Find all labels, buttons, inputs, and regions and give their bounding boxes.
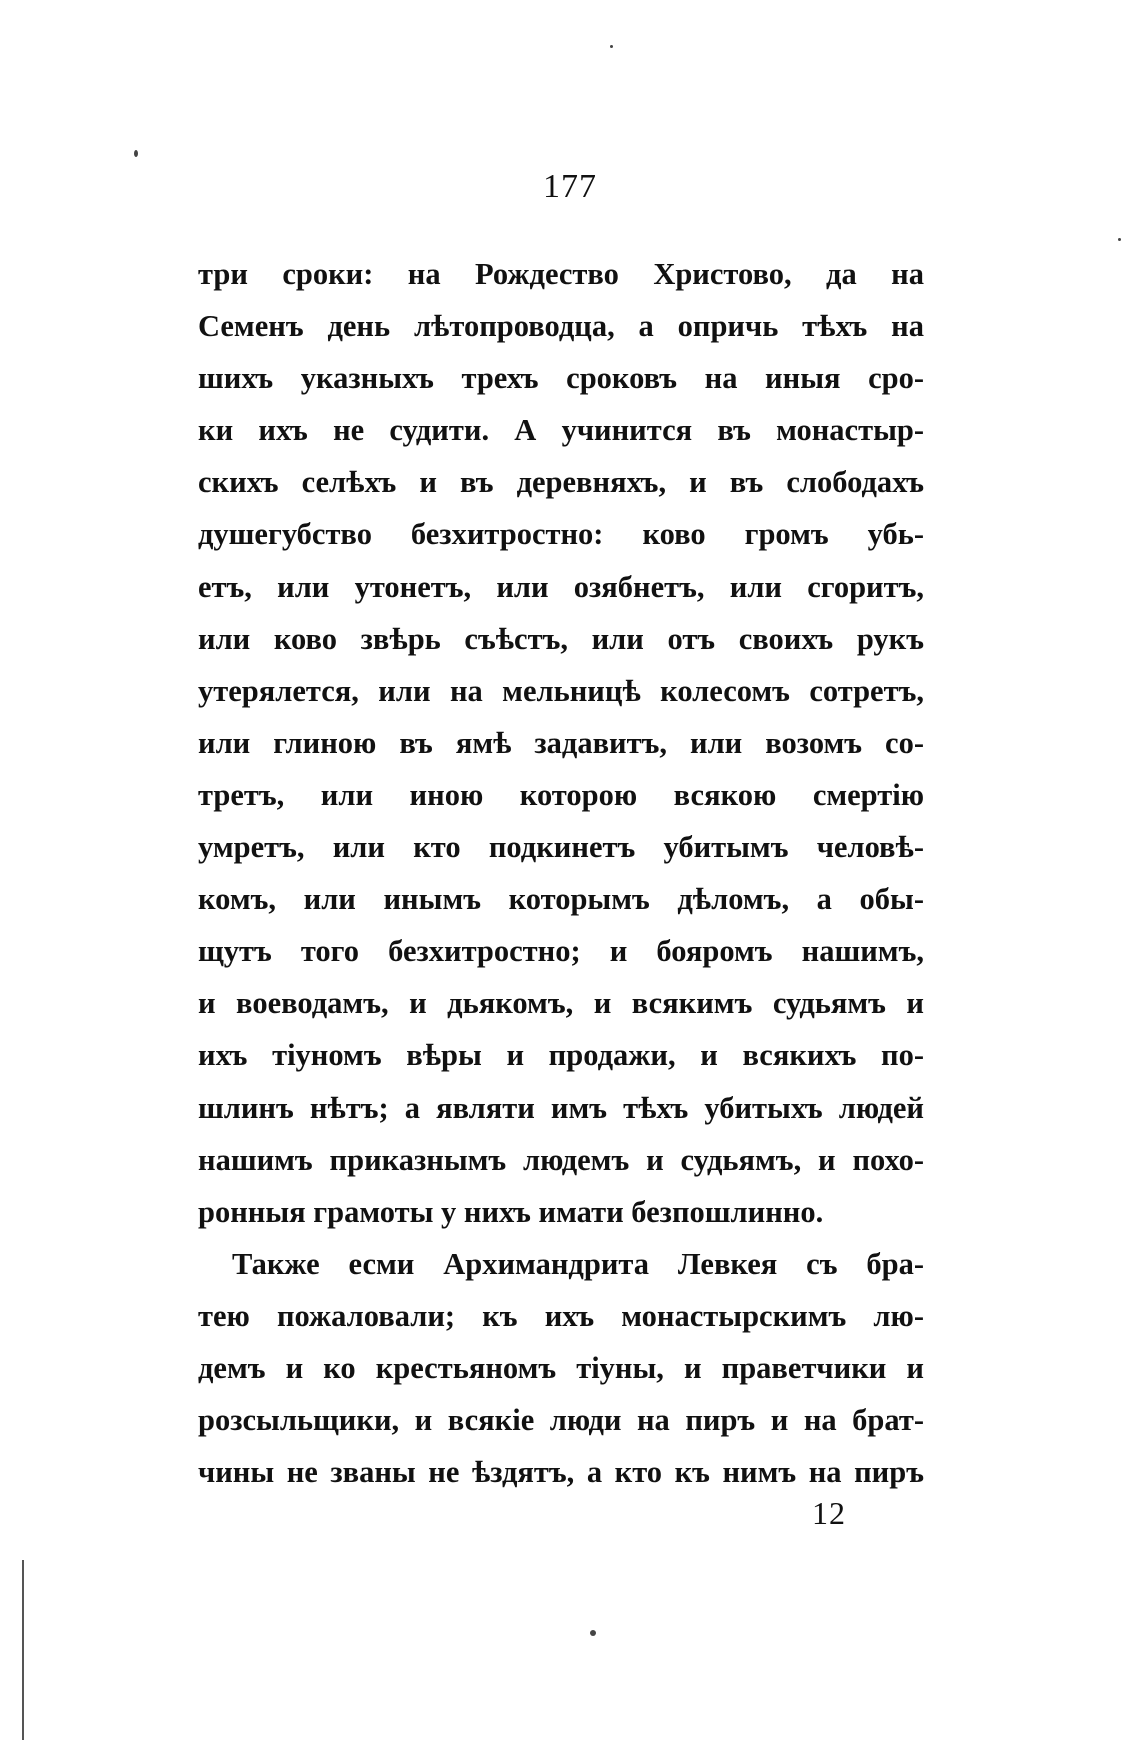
text-line: щутъ того безхитростно; и бояромъ нашимъ,	[198, 934, 924, 969]
text-line: скихъ селѣхъ и въ деревняхъ, и въ слободахъ	[198, 465, 924, 500]
text-line: ки ихъ не судити. А учинится въ монастыр-	[198, 413, 924, 448]
page-number: 177	[543, 168, 597, 205]
text-line: душегубство безхитростно: ково громъ убь-	[198, 517, 924, 552]
paper-speck	[590, 1630, 596, 1636]
text-line: етъ, или утонетъ, или озябнетъ, или сгоритъ,	[198, 569, 924, 604]
text-line: демъ и ко крестьяномъ тіуны, и праветчики и	[198, 1350, 924, 1385]
body-text	[198, 248, 924, 1498]
text-line: тею пожаловали; къ ихъ монастырскимъ лю-	[198, 1298, 924, 1333]
text-line: три сроки: на Рождество Христово, да на	[198, 257, 924, 291]
text-line: шлинъ нѣтъ; а являти имъ тѣхъ убитыхъ людей	[198, 1090, 924, 1125]
text-line: третъ, или иною которою всякою смертію	[198, 777, 924, 812]
text-line: ихъ тіуномъ вѣры и продажи, и всякихъ по-	[198, 1038, 924, 1073]
binding-edge	[22, 1560, 24, 1740]
text-line: или глиною въ ямѣ задавитъ, или возомъ со-	[198, 725, 924, 760]
text-line: утерялется, или на мельницѣ колесомъ сотретъ,	[198, 673, 924, 708]
text-line: или ково звѣрь съѣстъ, или отъ своихъ рукъ	[198, 621, 924, 656]
text-line: шихъ указныхъ трехъ сроковъ на иныя сро-	[198, 361, 924, 396]
paper-speck	[134, 150, 138, 157]
text-line: умретъ, или кто подкинетъ убитымъ человѣ-	[198, 830, 924, 865]
text-line: нашимъ приказнымъ людемъ и судьямъ, и похо-	[198, 1142, 924, 1177]
paper-speck	[1118, 238, 1121, 241]
paper-speck	[610, 45, 613, 48]
text-line: розсыльщики, и всякіе люди на пиръ и на брат-	[198, 1403, 924, 1438]
signature-mark: 12	[812, 1495, 846, 1531]
text-line: Семенъ день лѣтопроводца, а опричь тѣхъ на	[198, 309, 924, 344]
text-line: Также есми Архимандрита Левкея съ бра-	[232, 1246, 924, 1281]
text-line: комъ, или инымъ которымъ дѣломъ, а обы-	[198, 882, 924, 917]
text-line: и воеводамъ, и дьякомъ, и всякимъ судьямъ и	[198, 986, 924, 1021]
text-line: ронныя грамоты у нихъ имати безпошлинно.	[198, 1194, 824, 1229]
text-line: чины не званы не ѣздятъ, а кто къ нимъ на пиръ	[198, 1455, 924, 1490]
